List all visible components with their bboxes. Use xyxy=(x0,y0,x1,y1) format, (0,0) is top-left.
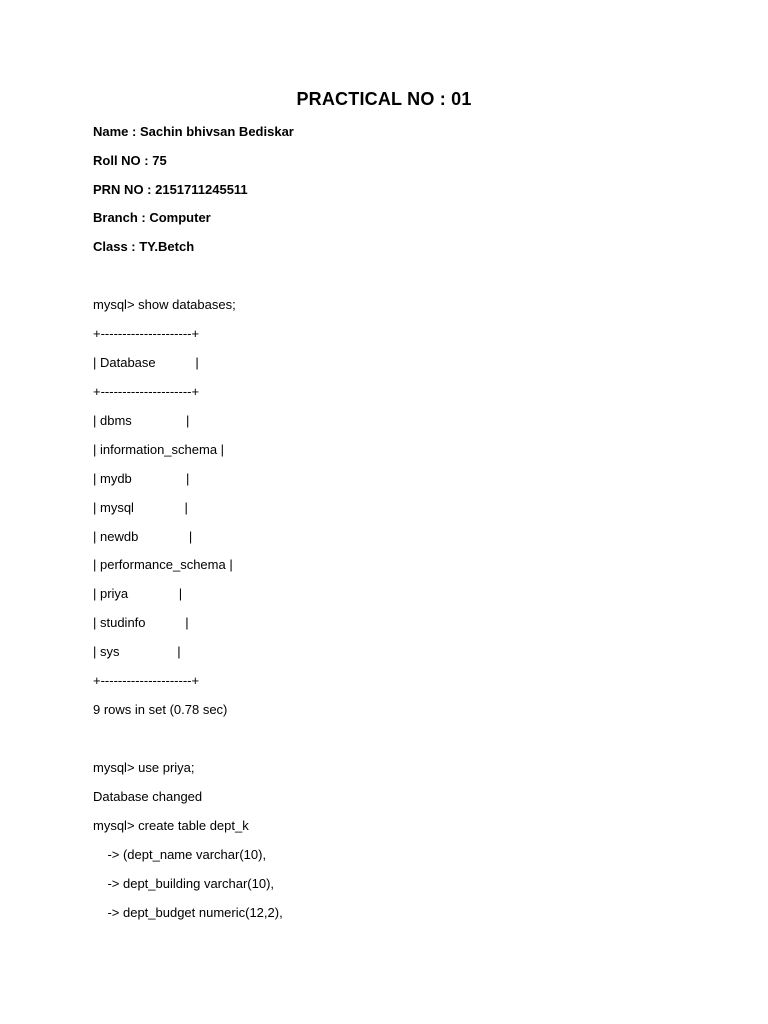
roll-number: Roll NO : 75 xyxy=(93,152,167,168)
table-row: | sys | xyxy=(93,644,181,660)
query-result: Database changed xyxy=(93,788,203,804)
table-row: | mysql | xyxy=(93,499,188,515)
continuation-line: -> dept_building varchar(10), xyxy=(93,875,275,891)
continuation-line: -> (dept_name varchar(10), xyxy=(93,846,267,862)
blank-line xyxy=(93,730,283,759)
table-row: | studinfo | xyxy=(93,615,189,631)
class: Class : TY.Betch xyxy=(93,239,195,255)
table-row: | priya | xyxy=(93,586,183,602)
command-line: mysql> show databases; xyxy=(93,297,236,312)
student-info xyxy=(93,123,294,267)
table-row: | mydb | xyxy=(93,470,190,486)
table-row: | performance_schema | xyxy=(93,557,233,573)
branch: Branch : Computer xyxy=(93,210,211,226)
continuation-line: -> dept_budget numeric(12,2), xyxy=(93,904,283,920)
mysql-console-output xyxy=(93,296,283,933)
student-name: Name : Sachin bhivsan Bediskar xyxy=(93,124,294,139)
table-border: +---------------------+ xyxy=(93,673,200,689)
table-border: +---------------------+ xyxy=(93,325,200,341)
query-result: 9 rows in set (0.78 sec) xyxy=(93,702,228,718)
prn-number: PRN NO : 2151711245511 xyxy=(93,181,248,197)
page-title: PRACTICAL NO : 01 xyxy=(296,89,472,109)
table-border: +---------------------+ xyxy=(93,383,200,399)
table-row: | newdb | xyxy=(93,528,193,544)
command-line: mysql> use priya; xyxy=(93,760,195,775)
table-row: | dbms | xyxy=(93,412,190,428)
command-line: mysql> create table dept_k xyxy=(93,817,249,833)
table-row: | information_schema | xyxy=(93,441,225,457)
table-header: | Database | xyxy=(93,354,199,370)
